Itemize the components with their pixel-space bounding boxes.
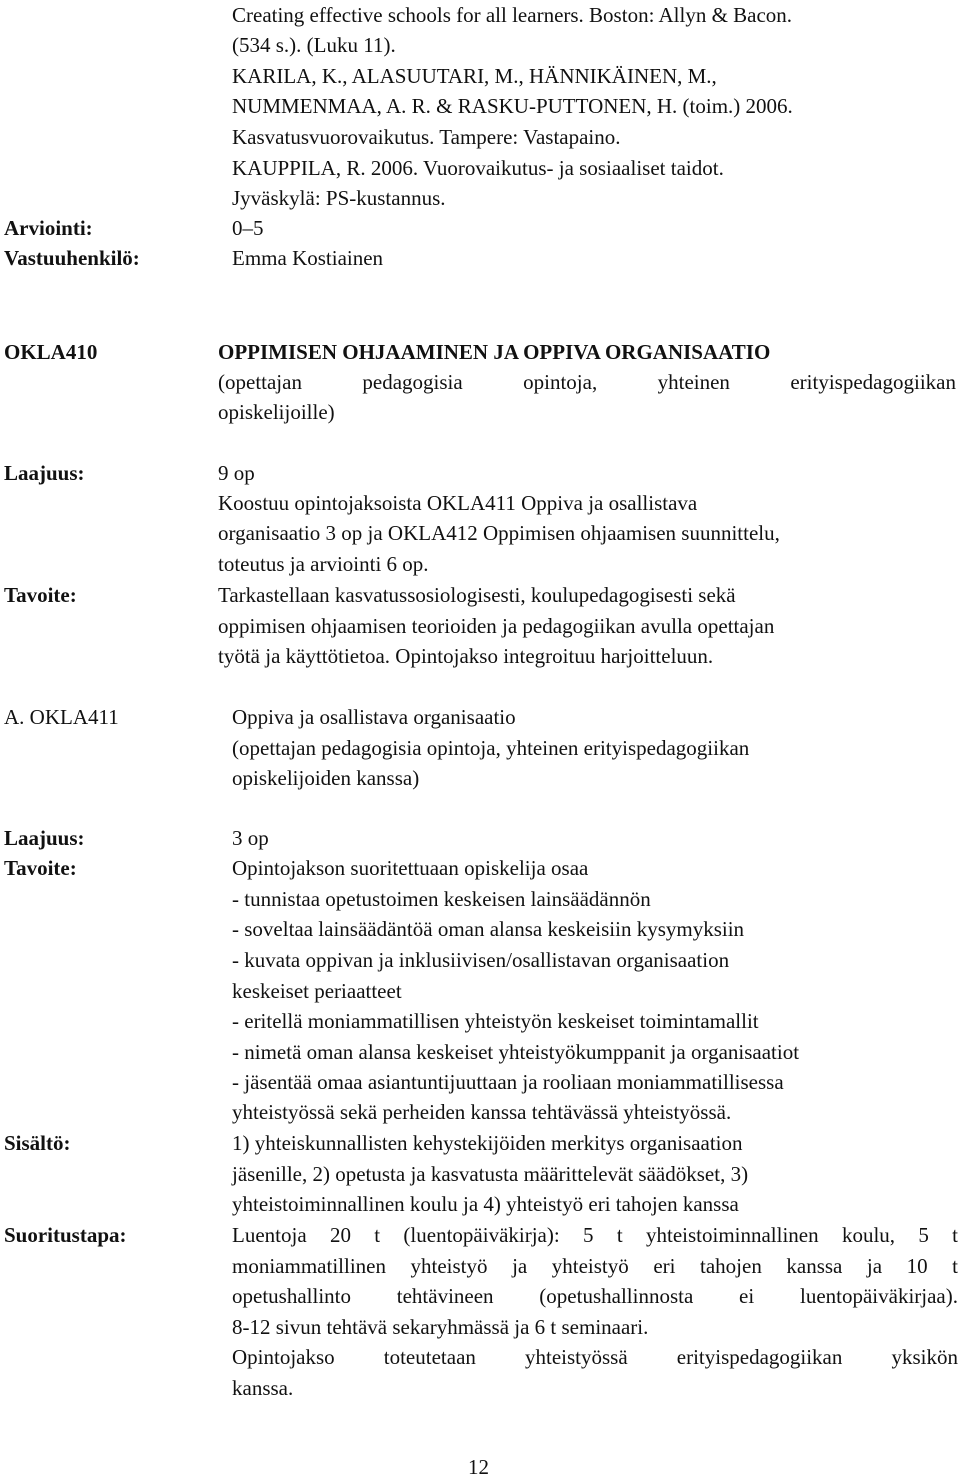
course-title: OPPIMISEN OHJAAMINEN JA OPPIVA ORGANISAATIO [218, 340, 771, 364]
description-line: organisaatio 3 op ja OKLA412 Oppimisen ohjaamisen suunnittelu, [218, 521, 780, 545]
reference-line: Kasvatusvuorovaikutus. Tampere: Vastapaino. [232, 125, 621, 149]
tavoite-label: Tavoite: [4, 856, 77, 880]
course-subtitle: (opettajan pedagogisia opintoja, yhteinen erityispedagogiikan [218, 370, 956, 394]
course-subtitle: (opettajan pedagogisia opintoja, yhteinen erityispedagogiikan [232, 736, 750, 760]
sisalto-line: jäsenille, 2) opetusta ja kasvatusta määrittelevät säädökset, 3) [232, 1162, 749, 1186]
tavoite-label: Tavoite: [4, 583, 77, 607]
tavoite-line: - nimetä oman alansa keskeiset yhteistyökumppanit ja organisaatiot [232, 1040, 800, 1064]
course-subtitle: opiskelijoiden kanssa) [232, 766, 420, 790]
suoritustapa-line: moniammatillinen yhteistyö ja yhteistyö eri tahojen kanssa ja 10 t [232, 1254, 958, 1278]
reference-line: Creating effective schools for all learners. Boston: Allyn & Bacon. [232, 3, 793, 27]
sisalto-line: 1) yhteiskunnallisten kehystekijöiden merkitys organisaation [232, 1131, 743, 1155]
tavoite-line: työtä ja käyttötietoa. Opintojakso integroituu harjoitteluun. [218, 644, 714, 668]
tavoite-line: Opintojakson suoritettuaan opiskelija osaa [232, 856, 589, 880]
reference-line: KARILA, K., ALASUUTARI, M., HÄNNIKÄINEN, M., [232, 64, 717, 88]
vastuuhenkilo-label: Vastuuhenkilö: [4, 246, 140, 270]
reference-line: Jyväskylä: PS-kustannus. [232, 186, 446, 210]
tavoite-line: - jäsentää omaa asiantuntijuuttaan ja rooliaan moniammatillisessa [232, 1070, 784, 1094]
course-code: A. OKLA411 [4, 705, 119, 729]
laajuus-value: 3 op [232, 826, 269, 850]
arviointi-label: Arviointi: [4, 216, 93, 240]
course-code: OKLA410 [4, 340, 98, 364]
arviointi-value: 0–5 [232, 216, 264, 240]
suoritustapa-line: Luentoja 20 t (luentopäiväkirja): 5 t yhteistoiminnallinen koulu, 5 t [232, 1223, 958, 1247]
sisalto-label: Sisältö: [4, 1131, 71, 1155]
tavoite-line: - eritellä moniammatillisen yhteistyön keskeiset toimintamallit [232, 1009, 759, 1033]
laajuus-value: 9 op [218, 461, 255, 485]
sisalto-line: yhteistoiminnallinen koulu ja 4) yhteistyö eri tahojen kanssa [232, 1192, 739, 1216]
laajuus-label: Laajuus: [4, 461, 85, 485]
suoritustapa-line: kanssa. [232, 1376, 294, 1400]
tavoite-line: - kuvata oppivan ja inklusiivisen/osallistavan organisaation [232, 948, 730, 972]
suoritustapa-line: 8-12 sivun tehtävä sekaryhmässä ja 6 t seminaari. [232, 1315, 649, 1339]
tavoite-line: - soveltaa lainsäädäntöä oman alansa keskeisiin kysymyksiin [232, 917, 745, 941]
tavoite-line: - tunnistaa opetustoimen keskeisen lainsäädännön [232, 887, 651, 911]
description-line: Koostuu opintojaksoista OKLA411 Oppiva ja osallistava [218, 491, 698, 515]
course-subtitle: opiskelijoille) [218, 400, 335, 424]
description-line: toteutus ja arviointi 6 op. [218, 552, 429, 576]
suoritustapa-line: opetushallinto tehtävineen (opetushallinnosta ei luentopäiväkirjaa). [232, 1284, 958, 1308]
tavoite-line: yhteistyössä sekä perheiden kanssa tehtävässä yhteistyössä. [232, 1100, 732, 1124]
reference-line: KAUPPILA, R. 2006. Vuorovaikutus- ja sosiaaliset taidot. [232, 156, 724, 180]
page-number: 12 [468, 1455, 489, 1479]
tavoite-line: Tarkastellaan kasvatussosiologisesti, koulupedagogisesti sekä [218, 583, 736, 607]
tavoite-line: oppimisen ohjaamisen teorioiden ja pedagogiikan avulla opettajan [218, 614, 775, 638]
laajuus-label: Laajuus: [4, 826, 85, 850]
course-title: Oppiva ja osallistava organisaatio [232, 705, 516, 729]
suoritustapa-label: Suoritustapa: [4, 1223, 127, 1247]
reference-line: NUMMENMAA, A. R. & RASKU-PUTTONEN, H. (toim.) 2006. [232, 94, 793, 118]
suoritustapa-line: Opintojakso toteutetaan yhteistyössä erityispedagogiikan yksikön [232, 1345, 958, 1369]
reference-line: (534 s.). (Luku 11). [232, 33, 396, 57]
vastuuhenkilo-value: Emma Kostiainen [232, 246, 384, 270]
tavoite-line: keskeiset periaatteet [232, 979, 402, 1003]
